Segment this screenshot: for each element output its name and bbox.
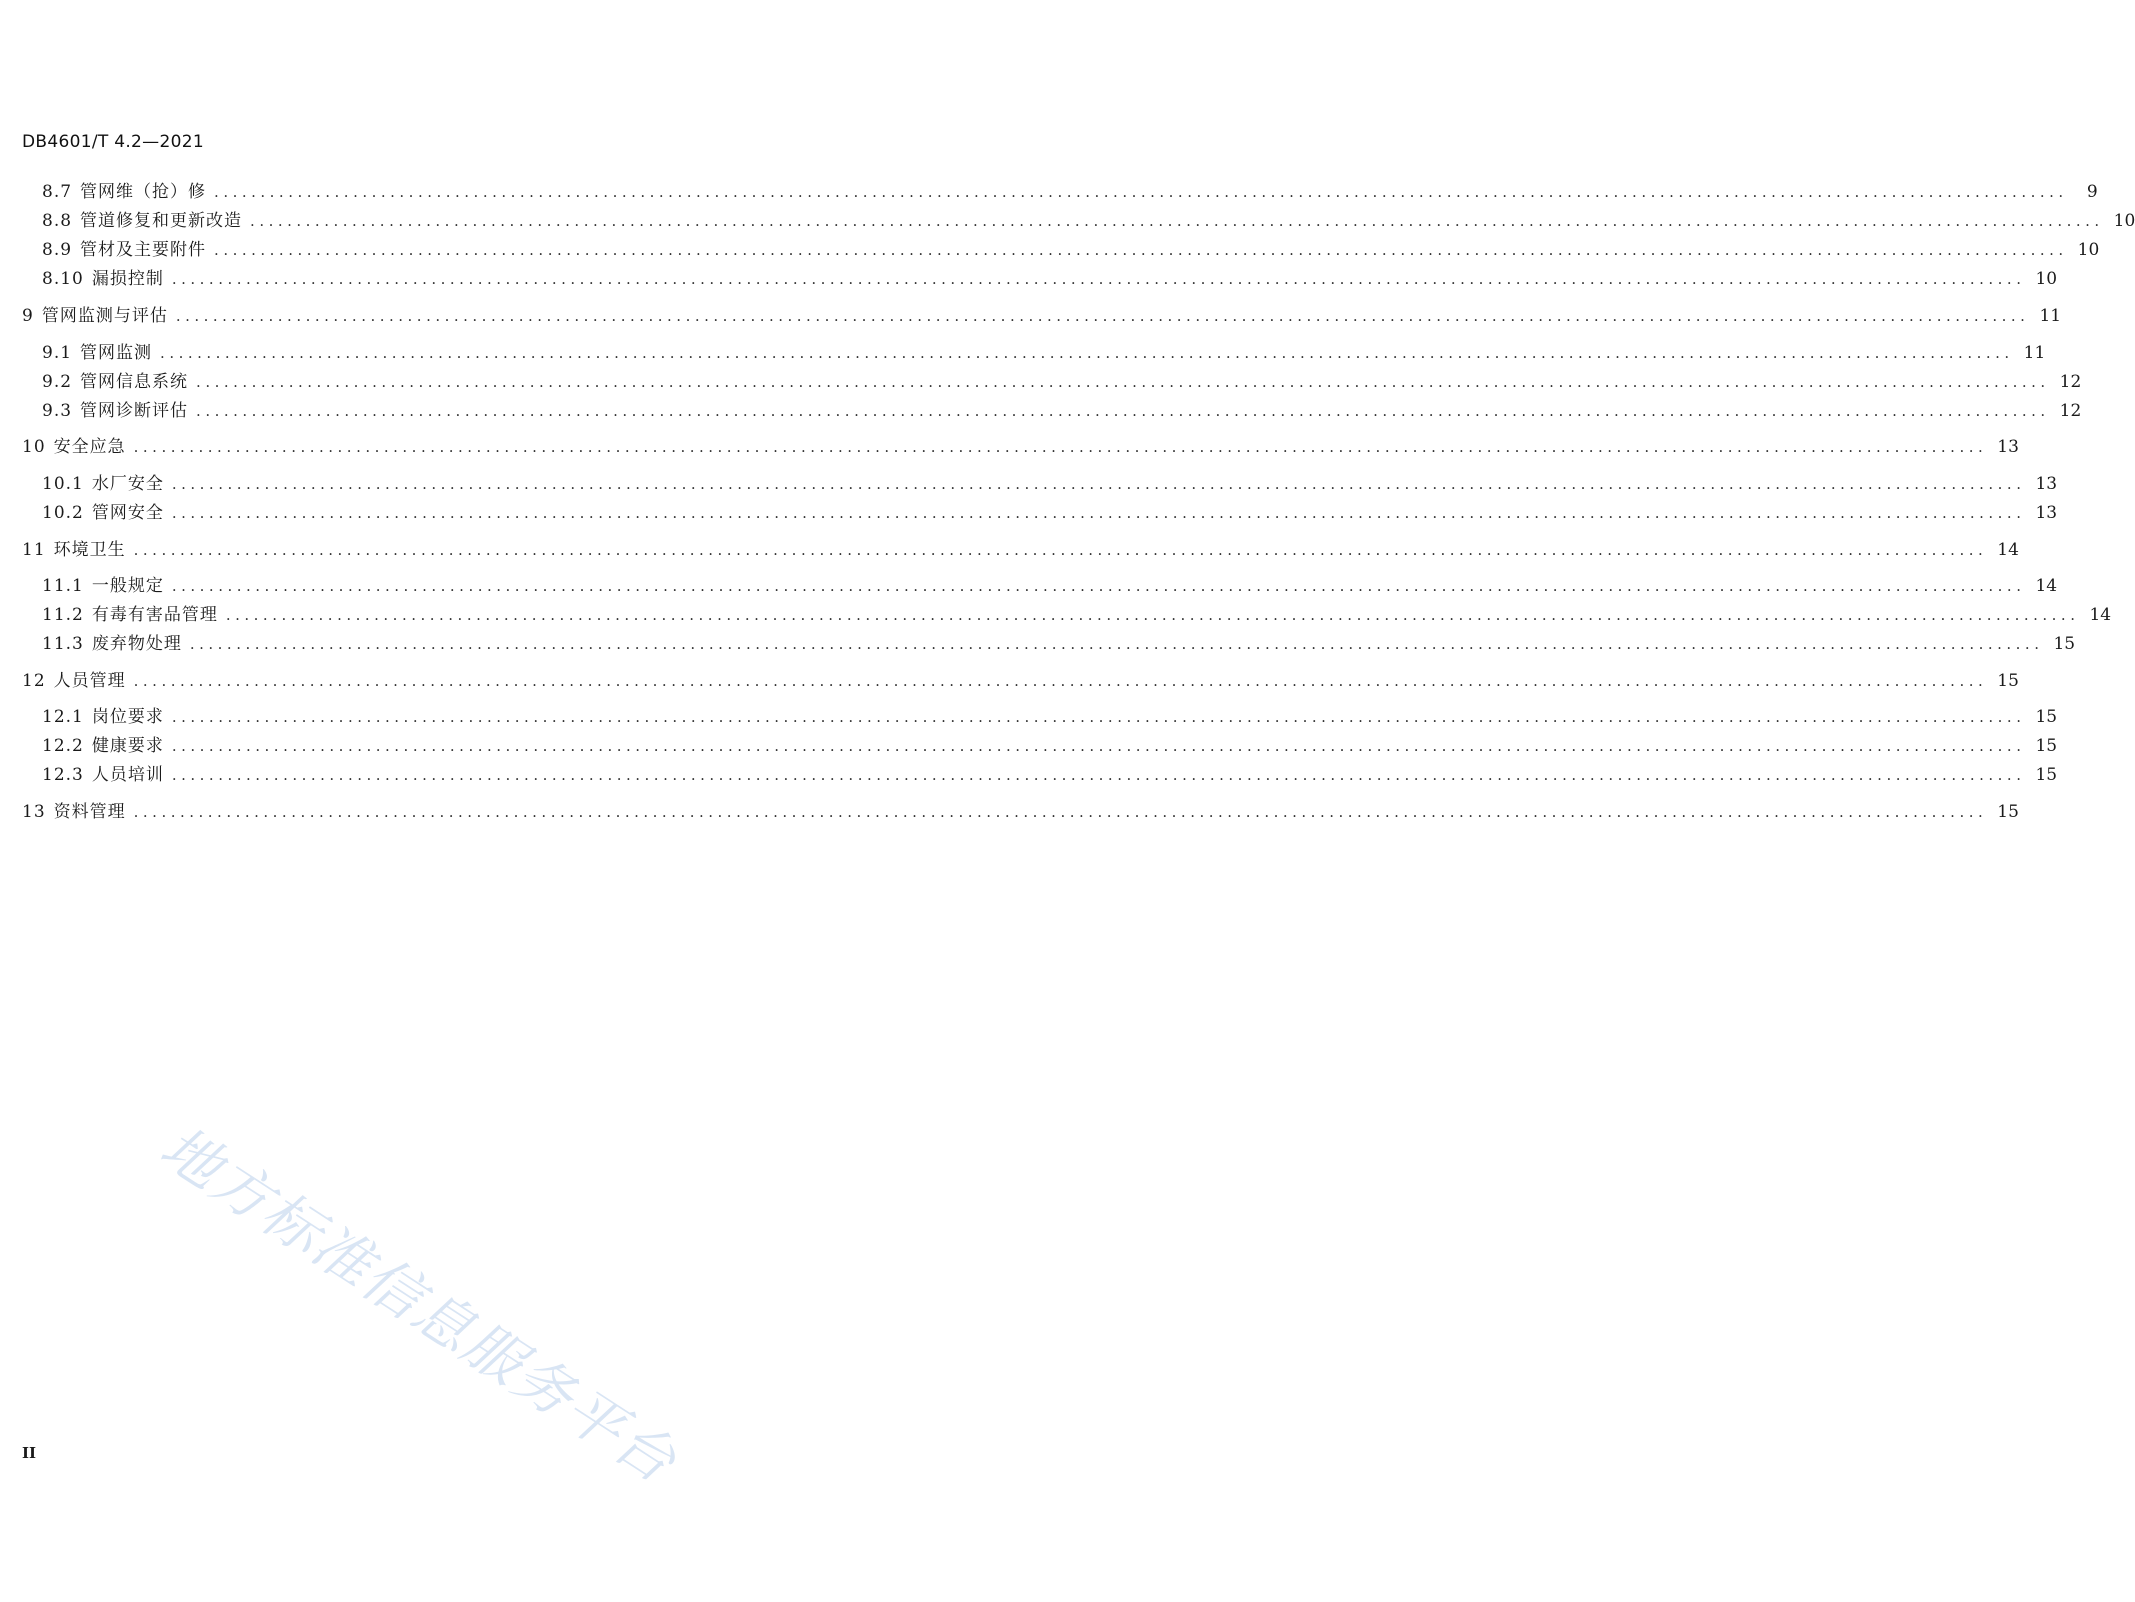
toc-dot-leader: ........................................................................................................................................................................................................ <box>160 344 2014 362</box>
toc-dot-leader: ........................................................................................................................................................................................................ <box>133 672 1988 690</box>
toc-entry[interactable] <box>42 399 2082 423</box>
toc-entry-page: 10 <box>2035 269 2058 289</box>
toc-entry-number: 12.2 <box>42 736 84 756</box>
toc-entry[interactable] <box>22 538 2019 562</box>
toc-entry-page: 14 <box>1997 540 2019 560</box>
toc-entry-number: 8.10 <box>42 269 84 289</box>
toc-dot-leader: ........................................................................................................................................................................................................ <box>171 577 2026 595</box>
toc-dot-leader: ........................................................................................................................................................................................................ <box>171 270 2026 288</box>
toc-entry[interactable] <box>42 705 2058 729</box>
toc-entry-page: 13 <box>2035 503 2058 523</box>
toc-entry-title: 管网维（抢）修 <box>80 182 207 202</box>
toc-entry[interactable] <box>42 238 2100 262</box>
toc-entry-page: 15 <box>1997 671 2019 691</box>
toc-entry-title: 管网安全 <box>91 503 164 523</box>
toc-dot-leader: ........................................................................................................................................................................................................ <box>171 708 2026 726</box>
toc-entry-title: 有毒有害品管理 <box>91 605 218 625</box>
toc-entry-number: 11.3 <box>42 634 84 654</box>
toc-entry-number: 10.1 <box>42 474 84 494</box>
toc-entry-title: 人员管理 <box>53 671 126 691</box>
toc-entry-number: 9.2 <box>42 372 73 392</box>
toc-dot-leader: ........................................................................................................................................................................................................ <box>133 803 1988 821</box>
toc-dot-leader: ........................................................................................................................................................................................................ <box>171 504 2026 522</box>
toc-entry[interactable] <box>22 435 2019 459</box>
toc-entry[interactable] <box>42 267 2058 291</box>
page-number: II <box>22 1444 37 1462</box>
toc-entry[interactable] <box>42 734 2058 758</box>
toc-entry[interactable] <box>42 603 2112 627</box>
toc-entry-page: 15 <box>1997 802 2019 822</box>
toc-entry-page: 15 <box>2035 707 2058 727</box>
toc-entry-page: 10 <box>2113 211 2135 231</box>
toc-dot-leader: ........................................................................................................................................................................................................ <box>196 402 2050 420</box>
toc-entry-title: 岗位要求 <box>91 707 164 727</box>
watermark: 地方标准信息服务平台 <box>148 1112 690 1497</box>
toc-entry-number: 8.9 <box>42 240 73 260</box>
toc-entry[interactable] <box>22 800 2019 824</box>
toc-entry[interactable] <box>22 669 2019 693</box>
toc-entry-title: 管网诊断评估 <box>80 401 189 421</box>
toc-entry-title: 废弃物处理 <box>91 634 182 654</box>
toc-entry-number: 9 <box>22 306 34 326</box>
toc-entry-number: 10 <box>22 437 46 457</box>
toc-entry[interactable] <box>42 472 2058 496</box>
toc-entry-number: 11 <box>22 540 46 560</box>
toc-entry-page: 13 <box>2035 474 2058 494</box>
toc-entry-page: 11 <box>2039 306 2062 326</box>
toc-entry-number: 12.3 <box>42 765 84 785</box>
toc-entry[interactable] <box>42 180 2098 204</box>
toc-dot-leader: ........................................................................................................................................................................................................ <box>171 766 2026 784</box>
toc-entry-page: 15 <box>2035 736 2058 756</box>
toc-entry[interactable] <box>42 632 2076 656</box>
toc-entry-page: 15 <box>2053 634 2076 654</box>
toc-dot-leader: ........................................................................................................................................................................................................ <box>171 737 2026 755</box>
toc-entry[interactable] <box>42 209 2135 233</box>
toc-entry-page: 11 <box>2023 343 2046 363</box>
toc-entry-number: 11.2 <box>42 605 84 625</box>
toc-entry-number: 10.2 <box>42 503 84 523</box>
toc-entry-title: 管网信息系统 <box>80 372 189 392</box>
toc-entry-page: 14 <box>2035 576 2058 596</box>
toc-entry[interactable] <box>42 370 2082 394</box>
toc-entry-title: 漏损控制 <box>91 269 164 289</box>
toc-entry-number: 12.1 <box>42 707 84 727</box>
toc-dot-leader: ........................................................................................................................................................................................................ <box>133 438 1988 456</box>
toc-entry-number: 8.8 <box>42 211 73 231</box>
toc-dot-leader: ........................................................................................................................................................................................................ <box>133 541 1988 559</box>
toc-entry[interactable] <box>42 341 2046 365</box>
toc-entry[interactable] <box>22 304 2062 328</box>
toc-entry-title: 管网监测与评估 <box>41 306 168 326</box>
toc-entry-number: 13 <box>22 802 46 822</box>
toc-dot-leader: ........................................................................................................................................................................................................ <box>196 373 2050 391</box>
toc-entry-number: 9.3 <box>42 401 73 421</box>
toc-dot-leader: ........................................................................................................................................................................................................ <box>175 307 2030 325</box>
toc-dot-leader: ........................................................................................................................................................................................................ <box>189 635 2044 653</box>
toc-entry-title: 管材及主要附件 <box>80 240 207 260</box>
toc-entry-title: 资料管理 <box>53 802 126 822</box>
toc-dot-leader: ........................................................................................................................................................................................................ <box>250 212 2104 230</box>
toc-entry-page: 15 <box>2035 765 2058 785</box>
toc-entry-title: 水厂安全 <box>91 474 164 494</box>
toc-entry-title: 健康要求 <box>91 736 164 756</box>
toc-entry-number: 11.1 <box>42 576 84 596</box>
toc-entry[interactable] <box>42 763 2058 787</box>
toc-dot-leader: ........................................................................................................................................................................................................ <box>214 241 2068 259</box>
toc-entry-title: 安全应急 <box>53 437 126 457</box>
document-code: DB4601/T 4.2—2021 <box>22 132 204 152</box>
toc-entry-page: 14 <box>2089 605 2112 625</box>
toc-entry-page: 13 <box>1997 437 2019 457</box>
toc-entry-title: 管网监测 <box>80 343 153 363</box>
toc-entry-number: 12 <box>22 671 46 691</box>
toc-entry-title: 管道修复和更新改造 <box>80 211 243 231</box>
toc-dot-leader: ........................................................................................................................................................................................................ <box>214 183 2068 201</box>
toc-entry-title: 一般规定 <box>91 576 164 596</box>
toc-entry-number: 9.1 <box>42 343 73 363</box>
toc-entry-title: 环境卫生 <box>53 540 126 560</box>
toc-entry-number: 8.7 <box>42 182 73 202</box>
toc-dot-leader: ........................................................................................................................................................................................................ <box>171 475 2026 493</box>
toc-entry[interactable] <box>42 574 2058 598</box>
toc-entry[interactable] <box>42 501 2058 525</box>
toc-dot-leader: ........................................................................................................................................................................................................ <box>225 606 2080 624</box>
toc-entry-page: 12 <box>2059 401 2082 421</box>
toc-entry-page: 12 <box>2059 372 2082 392</box>
toc-entry-page: 10 <box>2077 240 2100 260</box>
toc-entry-page: 9 <box>2086 182 2098 202</box>
toc-entry-title: 人员培训 <box>91 765 164 785</box>
